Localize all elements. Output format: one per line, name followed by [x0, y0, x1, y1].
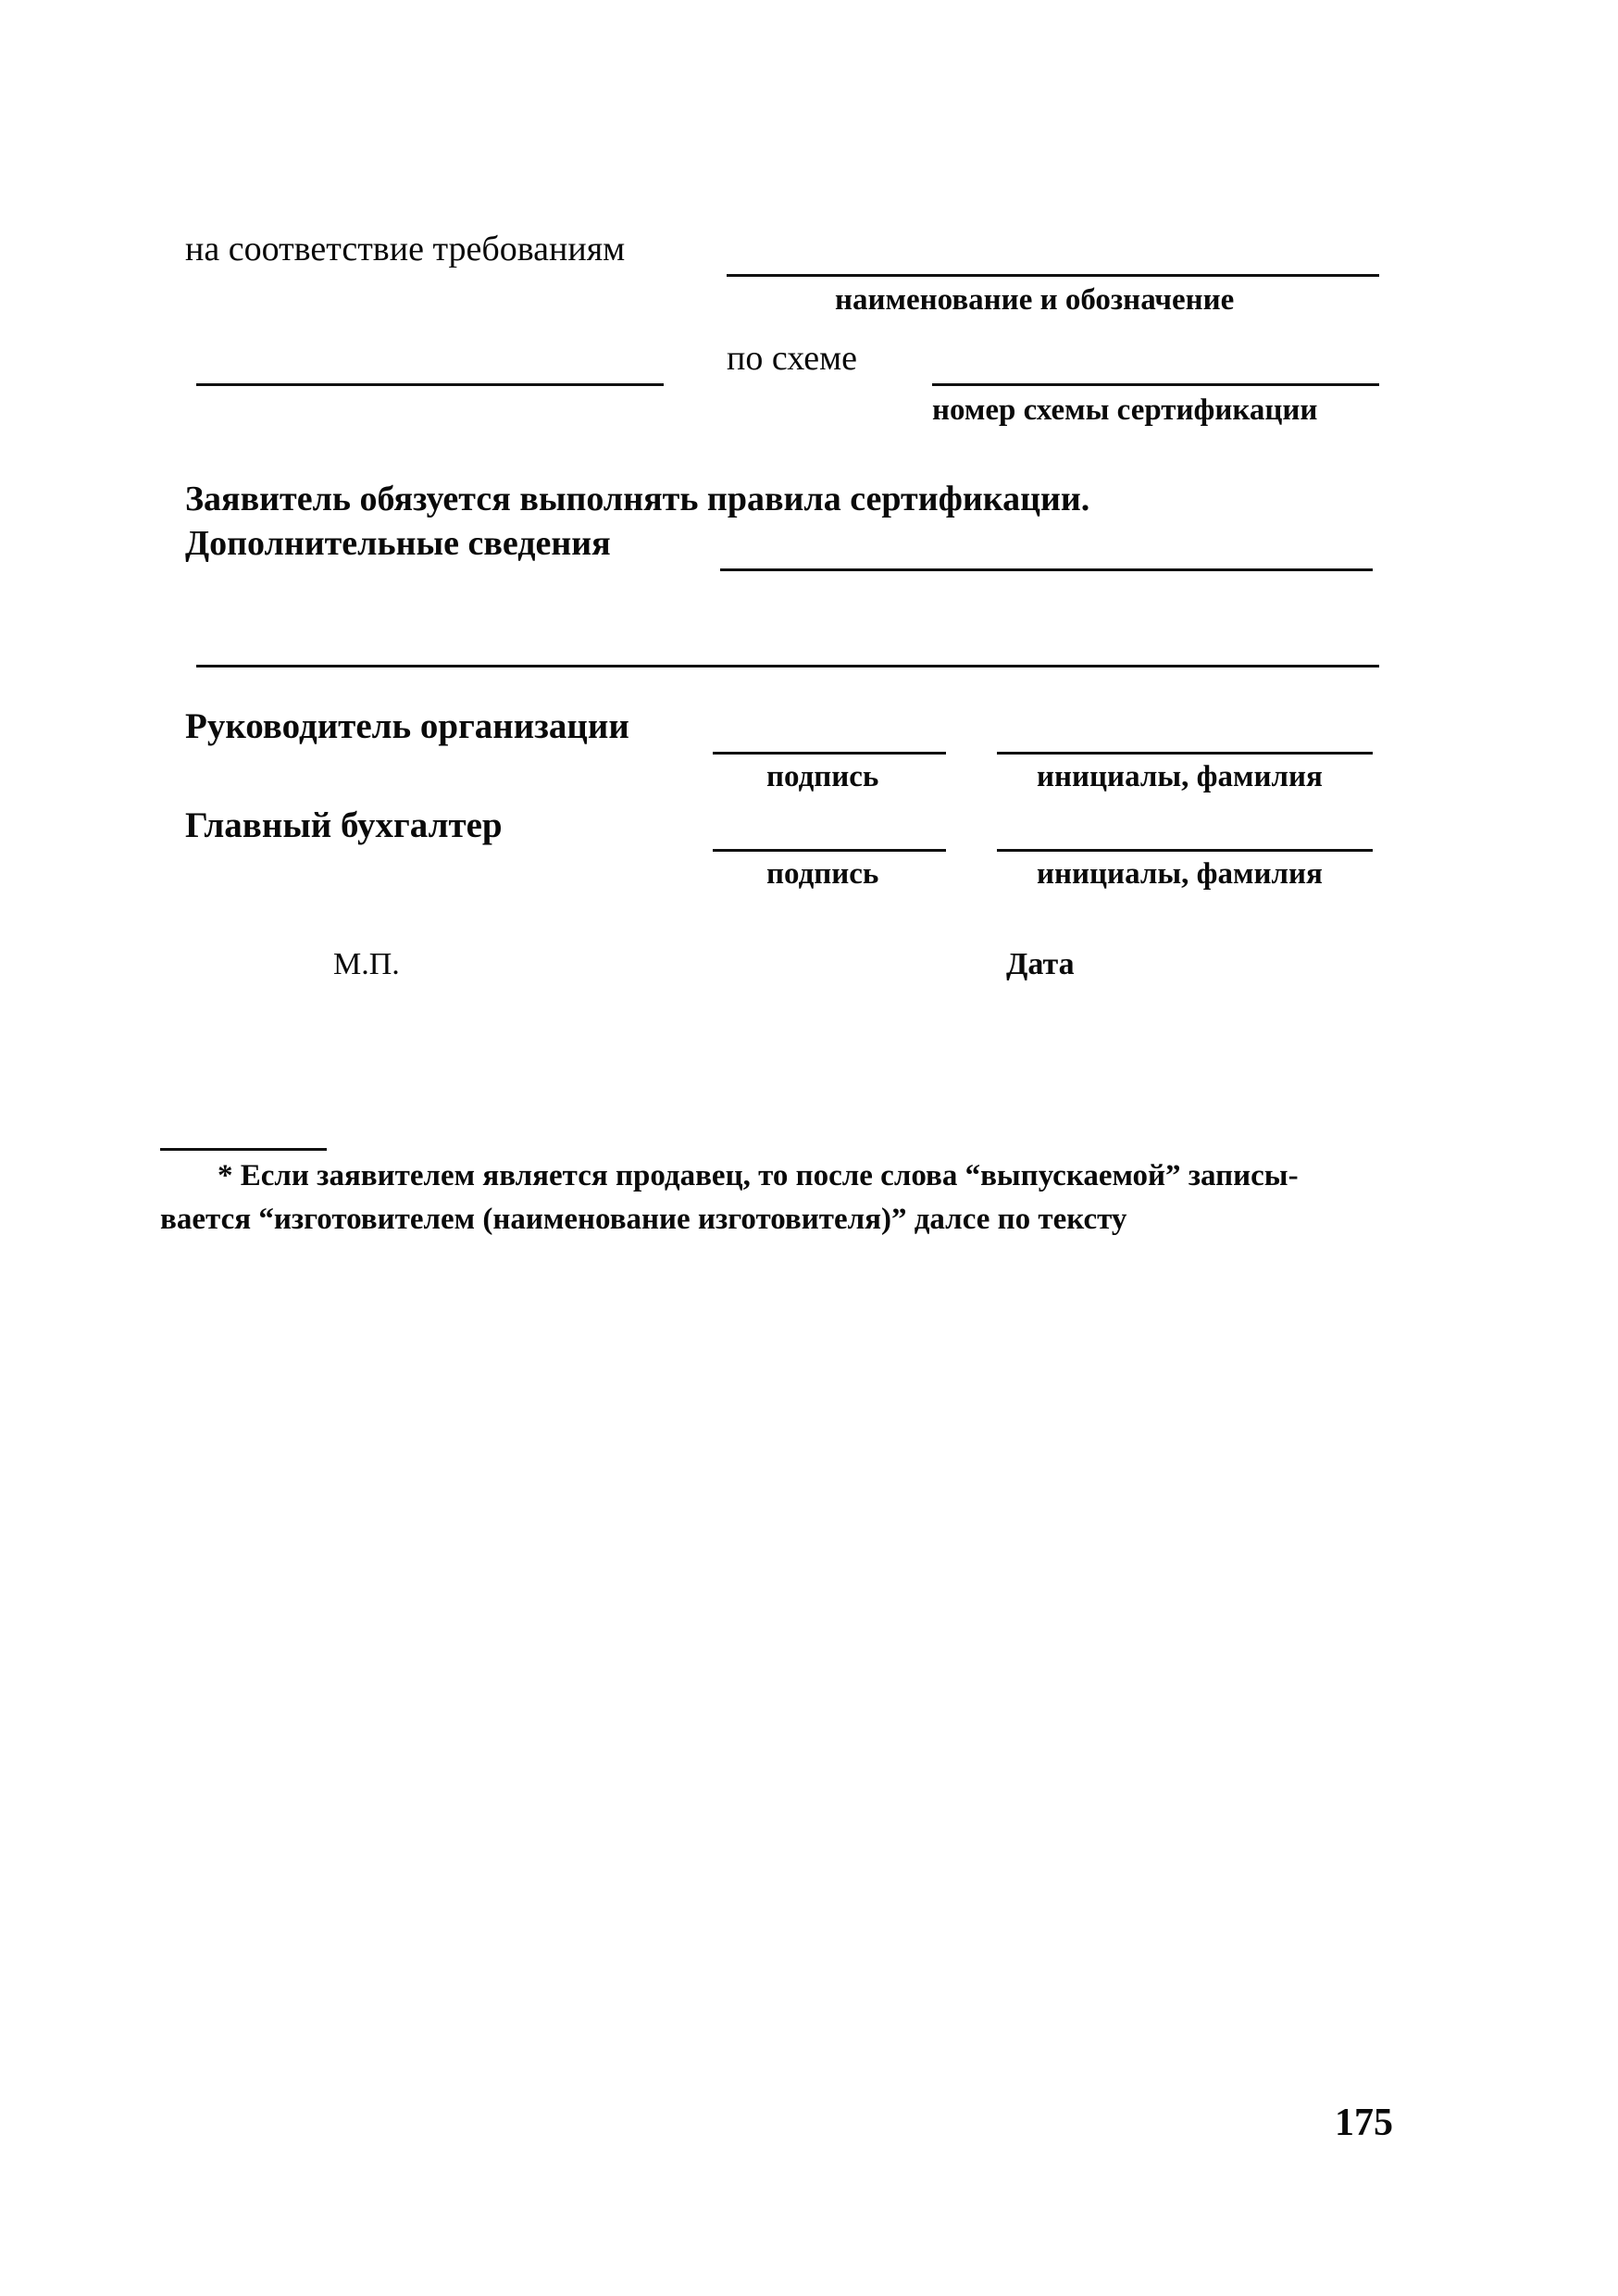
head-signature-field-line[interactable] [713, 752, 946, 755]
accountant-initials-field-line[interactable] [997, 849, 1373, 852]
head-initials-caption: инициалы, фамилия [1037, 760, 1323, 793]
footnote-line-2: вается “изготовителем (наименование изготовителя)” далсе по тексту [160, 1203, 1127, 1236]
standard-field-line[interactable] [196, 383, 664, 386]
date-label: Дата [1006, 947, 1075, 981]
additional-info-field-line-2[interactable] [196, 665, 1379, 668]
accountant-signature-field-line[interactable] [713, 849, 946, 852]
scheme-label: по схеме [727, 339, 858, 378]
accountant-initials-caption: инициалы, фамилия [1037, 857, 1323, 891]
accountant-label: Главный бухгалтер [185, 805, 503, 845]
stamp-label: М.П. [333, 947, 400, 981]
requirements-field-line[interactable] [727, 274, 1379, 277]
scheme-number-field-line[interactable] [932, 383, 1379, 386]
obligation-text: Заявитель обязуется выполнять правила сертификации. [185, 480, 1090, 518]
additional-info-label: Дополнительные сведения [185, 524, 611, 563]
name-designation-caption: наименование и обозначение [835, 283, 1235, 317]
head-initials-field-line[interactable] [997, 752, 1373, 755]
scheme-number-caption: номер схемы сертификации [932, 393, 1318, 427]
accountant-signature-caption: подпись [766, 857, 879, 891]
additional-info-field-line[interactable] [720, 568, 1373, 571]
conformity-label: на соответствие требованиям [185, 230, 626, 268]
head-signature-caption: подпись [766, 760, 879, 793]
head-label: Руководитель организации [185, 706, 629, 746]
footnote-line-1: * Если заявителем является продавец, то после слова “выпускаемой” записы- [218, 1159, 1299, 1192]
page-number: 175 [1335, 2102, 1393, 2144]
footnote-separator [160, 1148, 327, 1151]
